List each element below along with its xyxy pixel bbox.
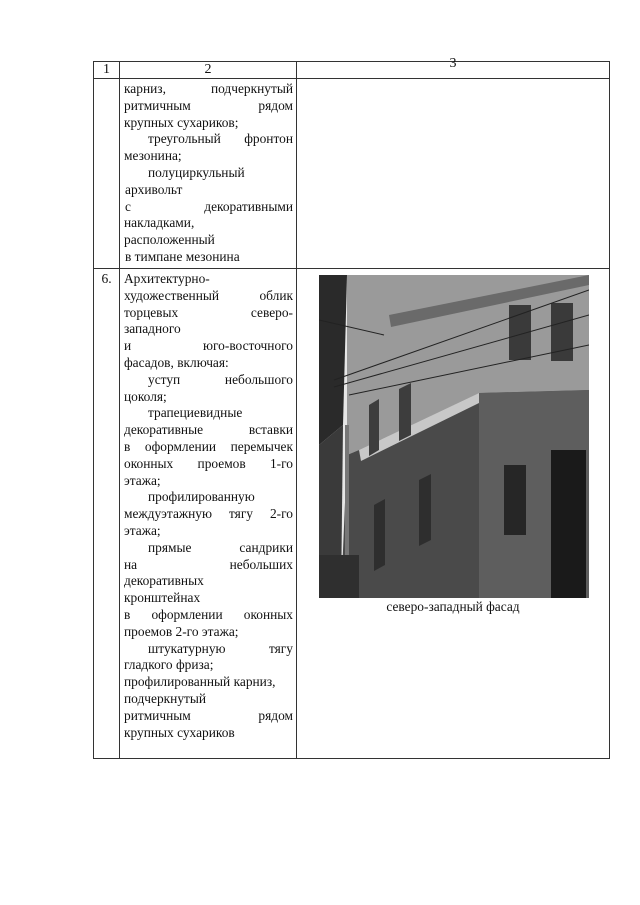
photo-caption: северо-западный фасад [386,599,520,614]
text-line: карниз, подчеркнутый [124,81,293,96]
text-line: ритмичным рядом [124,97,293,113]
text-line: с декоративными [125,198,293,214]
text-line: крупных сухариков; [124,114,239,130]
header-row [94,62,610,79]
text-line: междуэтажную тягу 2-го [124,506,293,522]
text-line: фасадов, включая: [124,354,229,370]
text-line: в оформлении перемычек [124,438,293,454]
heritage-table [93,56,610,759]
text-line: штукатурную тягу [148,640,293,656]
header-cell-3: 3 [297,62,610,79]
text-line: этажа; [124,522,161,538]
text-line: декоративных [124,573,204,589]
text-line: трапециевидные [148,405,243,421]
text-line: торцевых северо- [124,304,293,320]
text-line: архивольт [125,181,183,197]
header-cell-2: 2 [120,62,297,79]
text-line: художественный облик [124,287,293,303]
text-line: накладками, [124,215,195,231]
text-line: декоративные вставки [124,422,293,438]
text-line: подчеркнутый [124,690,207,706]
table-row [94,269,610,759]
image-cell [297,269,610,759]
text-line: кронштейнах [124,590,201,606]
text-line: и юго-восточного [124,338,293,354]
text-line: Архитектурно- [124,271,210,286]
row-number [94,79,120,269]
text-line: уступ небольшого [148,371,293,387]
text-line: профилированную [148,489,255,505]
description-cell [120,269,297,759]
facade-photo [319,275,589,598]
text-line: в тимпане мезонина [125,248,240,264]
header-cell-1: 1 [94,62,120,79]
text-line: полуциркульный [148,164,245,180]
text-line: ритмичным рядом [124,707,293,723]
text-line: этажа; [124,472,161,488]
text-line: цоколя; [124,388,167,404]
text-line: на небольших [124,556,293,572]
text-line: в оформлении оконных [124,606,293,622]
text-line: крупных сухариков [124,724,235,740]
text-line: проемов 2-го этажа; [124,623,239,639]
description-cell [120,79,297,269]
text-line: профилированный карниз, [124,674,276,690]
text-line: треугольный фронтон [148,131,293,147]
text-line: прямые сандрики [148,539,293,555]
text-line: расположенный [124,232,215,248]
table-row [94,79,610,269]
image-cell [297,79,610,269]
text-line: западного [124,321,181,337]
row-number: 6. [94,269,120,759]
text-line: гладкого фриза; [124,657,214,673]
text-line: оконных проемов 1-го [124,455,293,471]
text-line: мезонина; [124,148,182,164]
